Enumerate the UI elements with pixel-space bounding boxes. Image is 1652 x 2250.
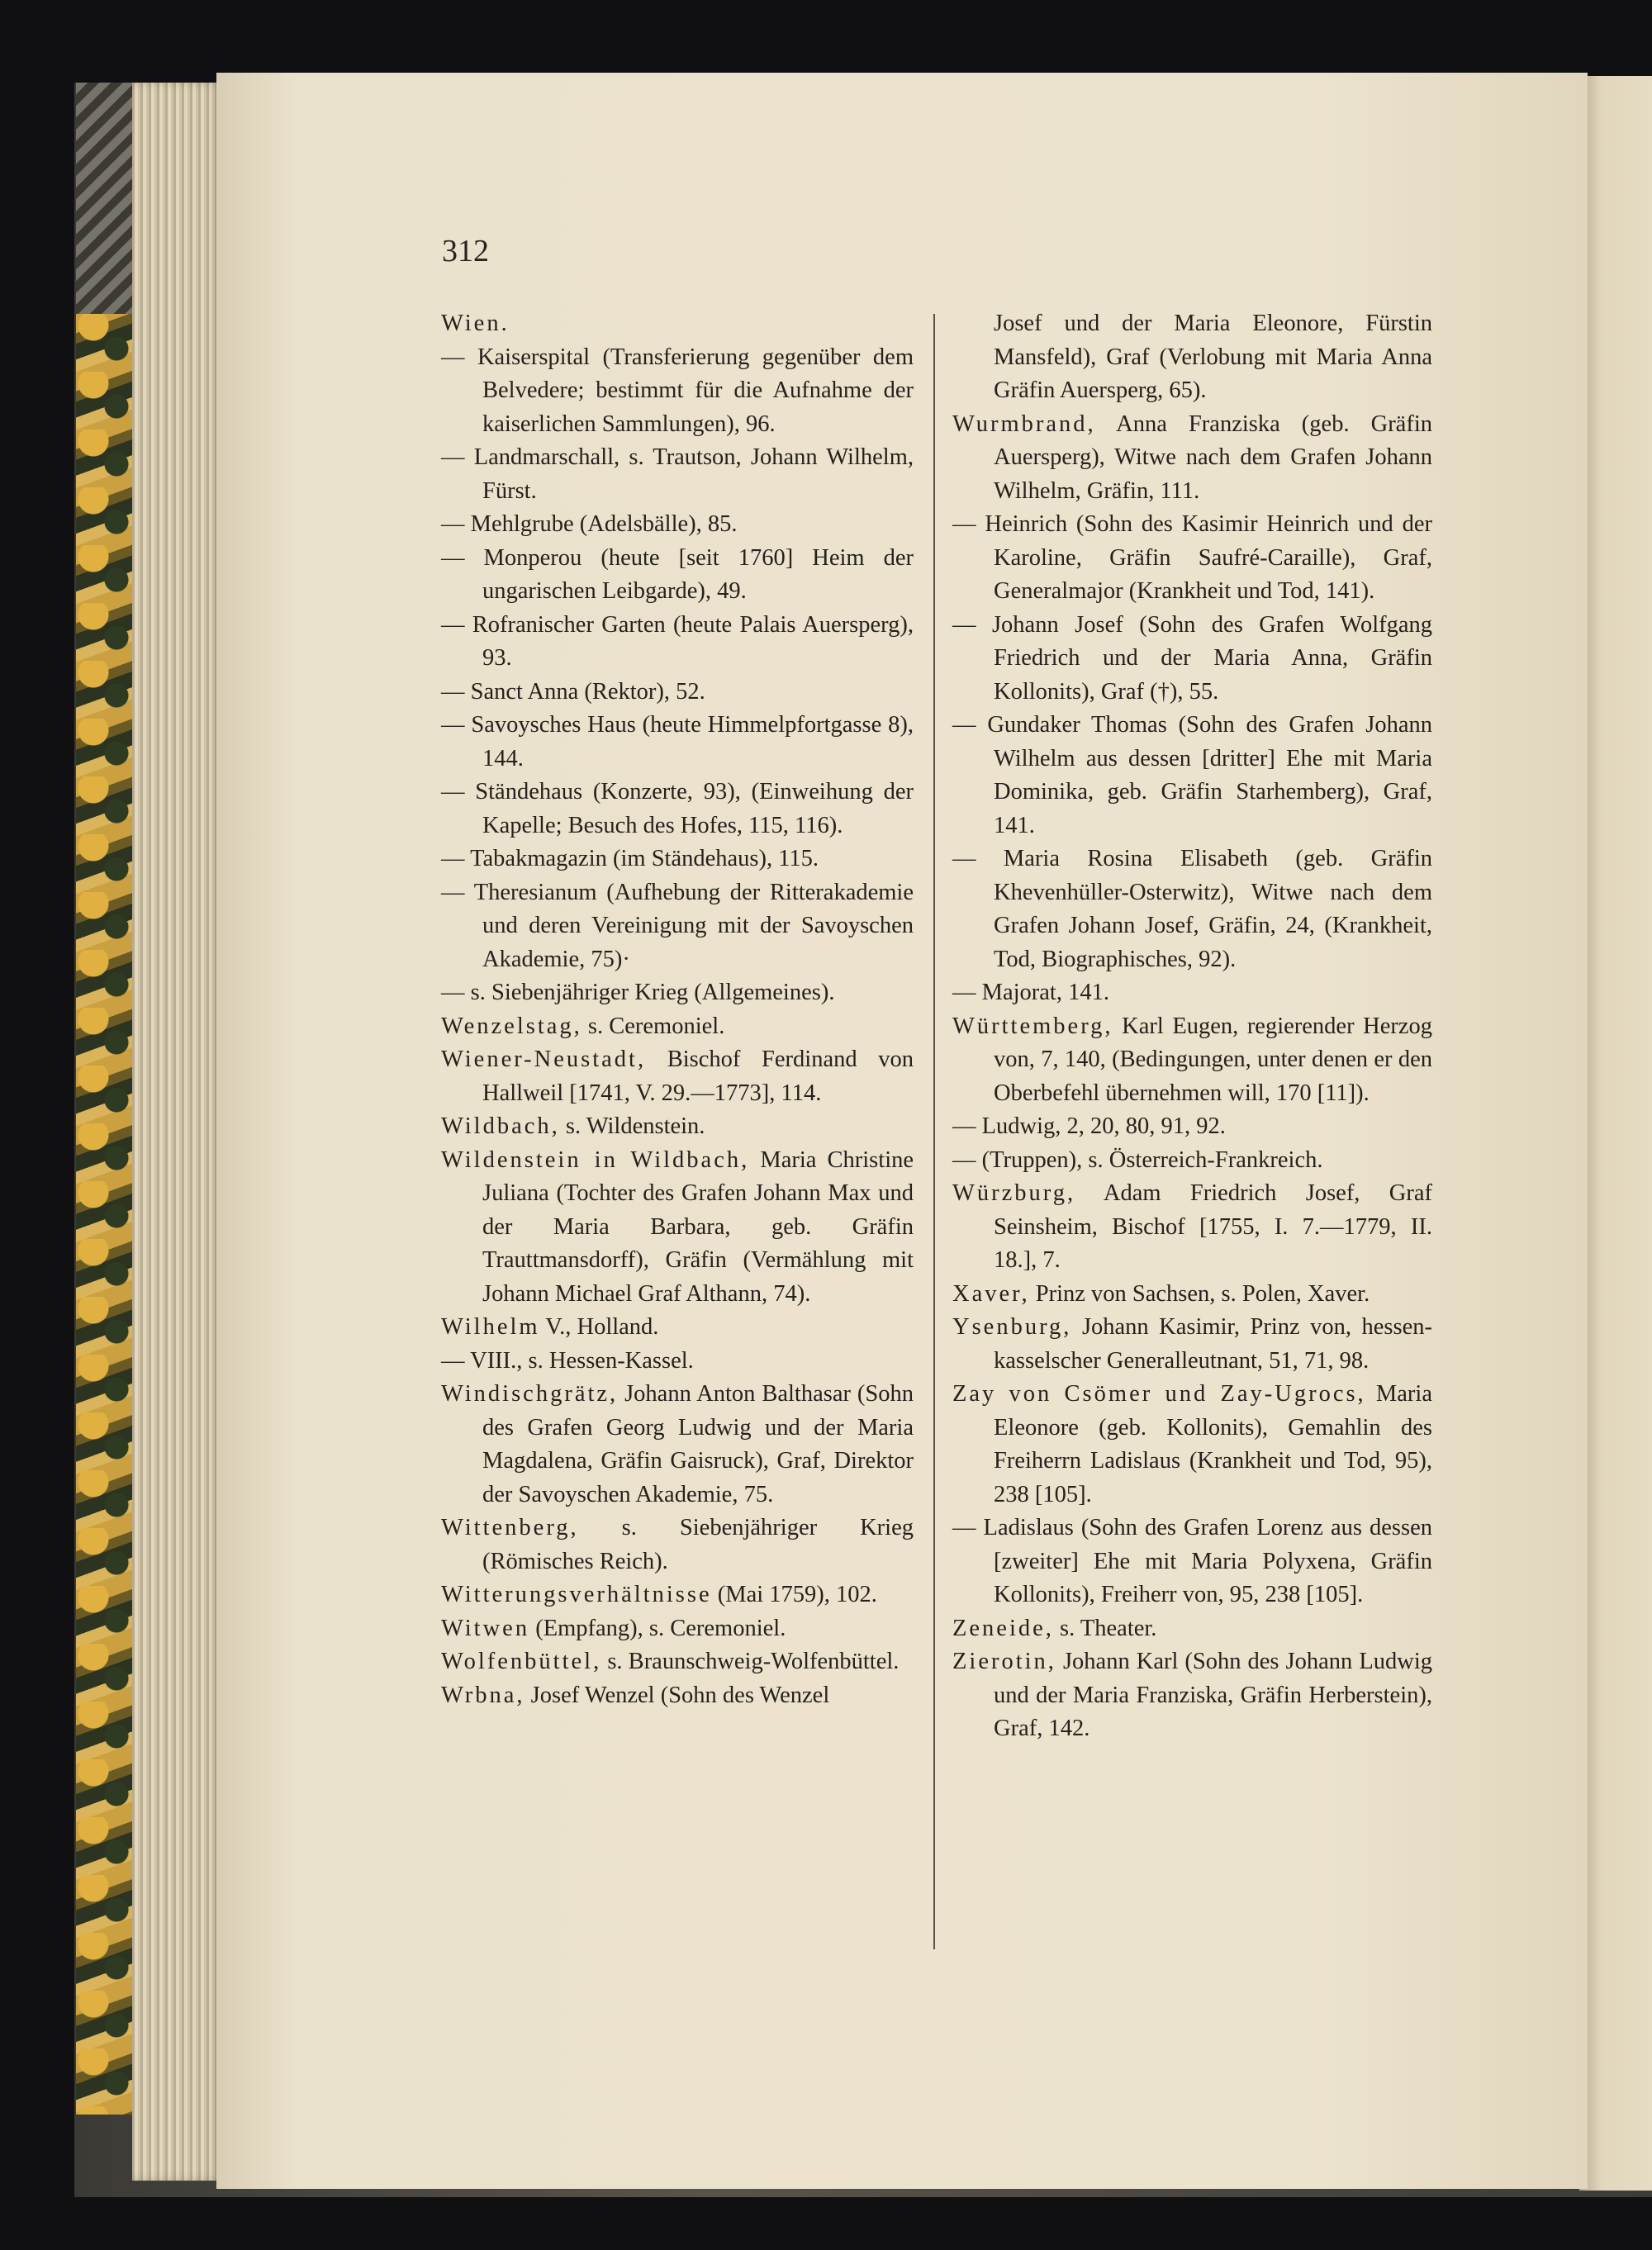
index-entry (441, 1010, 914, 1044)
index-entry-text: — Rofranischer Garten (heute Palais Auersperg), 93. (441, 611, 914, 671)
index-headword: Zeneide, (952, 1615, 1054, 1641)
index-entry (952, 1010, 1432, 1111)
index-entry (952, 307, 1432, 408)
index-entry-text: Josef Wenzel (Sohn des Wenzel (525, 1682, 830, 1708)
index-headword: Wrbna, (441, 1682, 525, 1708)
index-entry-text: — Johann Josef (Sohn des Grafen Wolfgang Friedrich und der Maria Anna, Gräfin Kollonits), Graf (†), 55. (952, 611, 1432, 705)
index-entry-text: Johann Anton Balthasar (Sohn des Grafen Georg Ludwig und der Maria Magdalena, Gräfin Gaisruck), Graf, Direktor der Savoyschen Akademie, 75. (482, 1381, 914, 1507)
index-entry-text: Maria Christine Juliana (Tochter des Grafen Johann Max und der Maria Barbara, geb. Gräfin Trauttmansdorff), Gräfin (Vermählung mit Johann Michael Graf Althann, 74). (482, 1146, 914, 1307)
index-headword: Wien. (441, 311, 510, 336)
column-divider (933, 314, 935, 1949)
index-headword: Wolfenbüttel, (441, 1649, 602, 1674)
index-entry-text: — Theresianum (Aufhebung der Ritterakademie und deren Vereinigung mit der Savoyschen Akademie, 75)· (441, 879, 914, 972)
index-entry (952, 1311, 1432, 1378)
index-entry-text: Adam Friedrich Josef, Graf Seinsheim, Bischof [1755, I. 7.—1779, II. 18.], 7. (994, 1180, 1432, 1273)
index-headword: Witwen (441, 1615, 530, 1641)
index-entry (952, 609, 1432, 710)
index-entry-text: — s. Siebenjähriger Krieg (Allgemeines). (441, 980, 835, 1005)
facing-page (1579, 76, 1652, 2191)
index-entry-text: s. Siebenjähriger Krieg (Römisches Reich). (482, 1515, 914, 1574)
index-entry-text: — Majorat, 141. (952, 980, 1109, 1005)
index-headword: Würzburg, (952, 1180, 1076, 1206)
index-headword: Wildenstein in Wildbach, (441, 1146, 750, 1173)
index-entry (441, 843, 914, 876)
index-entry (441, 542, 914, 609)
index-headword: Zierotin, (952, 1649, 1056, 1674)
index-entry (952, 1177, 1432, 1278)
index-entry-text: — Ladislaus (Sohn des Grafen Lorenz aus dessen [zweiter] Ehe mit Maria Polyxena, Gräfin Kollonits), Freiherr von, 95, 238 [105]. (952, 1515, 1432, 1607)
index-entry (952, 1378, 1432, 1512)
index-entry-text: Josef und der Maria Eleonore, Fürstin Mansfeld), Graf (Verlobung mit Maria Anna Gräfin Auersperg, 65). (994, 311, 1432, 403)
index-entry (952, 1645, 1432, 1746)
index-entry-text: — Mehlgrube (Adelsbälle), 85. (441, 511, 738, 537)
marbled-edge (76, 314, 134, 2115)
index-entry-text: — VIII., s. Hessen-Kassel. (441, 1347, 694, 1374)
index-entry (441, 1378, 914, 1512)
book-spine-top (76, 83, 134, 322)
index-entry (441, 876, 914, 977)
index-entry (441, 1345, 914, 1379)
index-entry (441, 1578, 914, 1612)
index-headword: Witterungsverhältnisse (441, 1582, 712, 1607)
index-entry-text: — Savoysches Haus (heute Himmelpfortgasse 8), 144. (441, 712, 914, 771)
index-headword: Zay von Csömer und Zay-Ugrocs, (952, 1381, 1366, 1407)
index-entry-text: Maria Eleonore (geb. Kollonits), Gemahlin des Freiherrn Ladislaus (Krankheit und Tod, 95), 238 [105]. (994, 1381, 1432, 1507)
index-entry-text: — (Truppen), s. Österreich-Frankreich. (952, 1146, 1323, 1173)
index-entry-text: s. Braunschweig-Wolfenbüttel. (601, 1649, 900, 1674)
index-entry-text: (Empfang), s. Ceremoniel. (529, 1615, 786, 1641)
index-entry-text: s. Ceremoniel. (582, 1013, 725, 1039)
index-entry (952, 1110, 1432, 1144)
index-entry-text: Anna Franziska (geb. Gräfin Auersperg), Witwe nach dem Grafen Johann Wilhelm, Gräfin, 111. (994, 411, 1432, 504)
index-headword: Wilhelm (441, 1314, 540, 1340)
index-entry-text: V., Holland. (539, 1314, 659, 1340)
index-entry (441, 676, 914, 710)
index-entry (441, 1144, 914, 1312)
index-entry-text: — Ludwig, 2, 20, 80, 91, 92. (952, 1113, 1226, 1139)
index-entry (952, 1278, 1432, 1312)
index-entry (441, 508, 914, 542)
page-edges (132, 83, 223, 2181)
index-column-left (441, 307, 914, 1712)
index-entry-text: s. Wildenstein. (559, 1113, 705, 1139)
index-entry (952, 976, 1432, 1010)
index-entry-text: — Kaiserspital (Transferierung gegenüber dem Belvedere; bestimmt für die Aufnahme der kaiserlichen Sammlungen), 96. (441, 344, 914, 437)
index-entry (441, 776, 914, 843)
index-entry-text: Johann Kasimir, Prinz von, hessen-kasselscher Generalleutnant, 51, 71, 98. (994, 1314, 1432, 1374)
index-entry-text: Bischof Ferdinand von Hallweil [1741, V. 29.—1773], 114. (482, 1047, 914, 1106)
index-entry-text: — Sanct Anna (Rektor), 52. (441, 678, 705, 705)
index-entry-text: s. Theater. (1053, 1615, 1157, 1641)
index-headword: Ysenburg, (952, 1314, 1072, 1340)
index-entry-text: — Landmarschall, s. Trautson, Johann Wilhelm, Fürst. (441, 444, 914, 504)
index-entry-text: — Monperou (heute [seit 1760] Heim der ungarischen Leibgarde), 49. (441, 544, 914, 604)
index-entry-text: Prinz von Sachsen, s. Polen, Xaver. (1029, 1280, 1370, 1307)
index-entry (952, 1612, 1432, 1646)
index-entry (441, 1679, 914, 1713)
index-headword: Württemberg, (952, 1013, 1113, 1039)
index-entry-text: — Maria Rosina Elisabeth (geb. Gräfin Khevenhüller-Osterwitz), Witwe nach dem Grafen Johann Josef, Gräfin, 24, (Krankheit, Tod, Biographisches, 92). (952, 846, 1432, 972)
index-entry (952, 508, 1432, 609)
index-entry (952, 408, 1432, 509)
index-headword: Wildbach, (441, 1113, 560, 1139)
index-entry (441, 1645, 914, 1679)
index-entry (441, 1311, 914, 1345)
index-entry-text: Johann Karl (Sohn des Johann Ludwig und der Maria Franziska, Gräfin Herberstein), Graf, 142. (994, 1649, 1432, 1741)
index-entry (952, 1512, 1432, 1612)
index-entry (441, 1612, 914, 1646)
index-entry (952, 843, 1432, 976)
index-headword: Wenzelstag, (441, 1013, 582, 1039)
index-entry (441, 976, 914, 1010)
index-entry (441, 307, 914, 341)
index-headword: Wittenberg, (441, 1515, 579, 1540)
index-entry (441, 709, 914, 776)
index-entry (441, 609, 914, 676)
index-headword: Wurmbrand, (952, 411, 1096, 437)
index-entry (441, 1512, 914, 1578)
index-entry-text: Karl Eugen, regierender Herzog von, 7, 140, (Bedingungen, unter denen er den Oberbefehl übernehmen will, 170 [11]). (994, 1013, 1432, 1106)
index-entry-text: — Heinrich (Sohn des Kasimir Heinrich und der Karoline, Gräfin Saufré-Caraille), Graf, Generalmajor (Krankheit und Tod, 141). (952, 511, 1432, 604)
index-entry-text: — Tabakmagazin (im Ständehaus), 115. (441, 846, 819, 871)
index-entry (441, 341, 914, 442)
index-entry-text: (Mai 1759), 102. (711, 1582, 877, 1607)
index-entry (441, 441, 914, 508)
index-entry-text: — Ständehaus (Konzerte, 93), (Einweihung der Kapelle; Besuch des Hofes, 115, 116). (441, 779, 914, 838)
index-entry (441, 1043, 914, 1110)
index-entry (952, 1144, 1432, 1178)
index-entry (441, 1110, 914, 1144)
index-column-right (952, 307, 1432, 1746)
index-entry-text: — Gundaker Thomas (Sohn des Grafen Johann Wilhelm aus dessen [dritter] Ehe mit Maria Dominika, geb. Gräfin Starhemberg), Graf, 141. (952, 712, 1432, 838)
index-entry (952, 709, 1432, 843)
index-headword: Wiener-Neustadt, (441, 1047, 647, 1072)
page-number: 312 (442, 234, 489, 268)
index-headword: Xaver, (952, 1280, 1030, 1307)
index-headword: Windischgrätz, (441, 1381, 619, 1407)
